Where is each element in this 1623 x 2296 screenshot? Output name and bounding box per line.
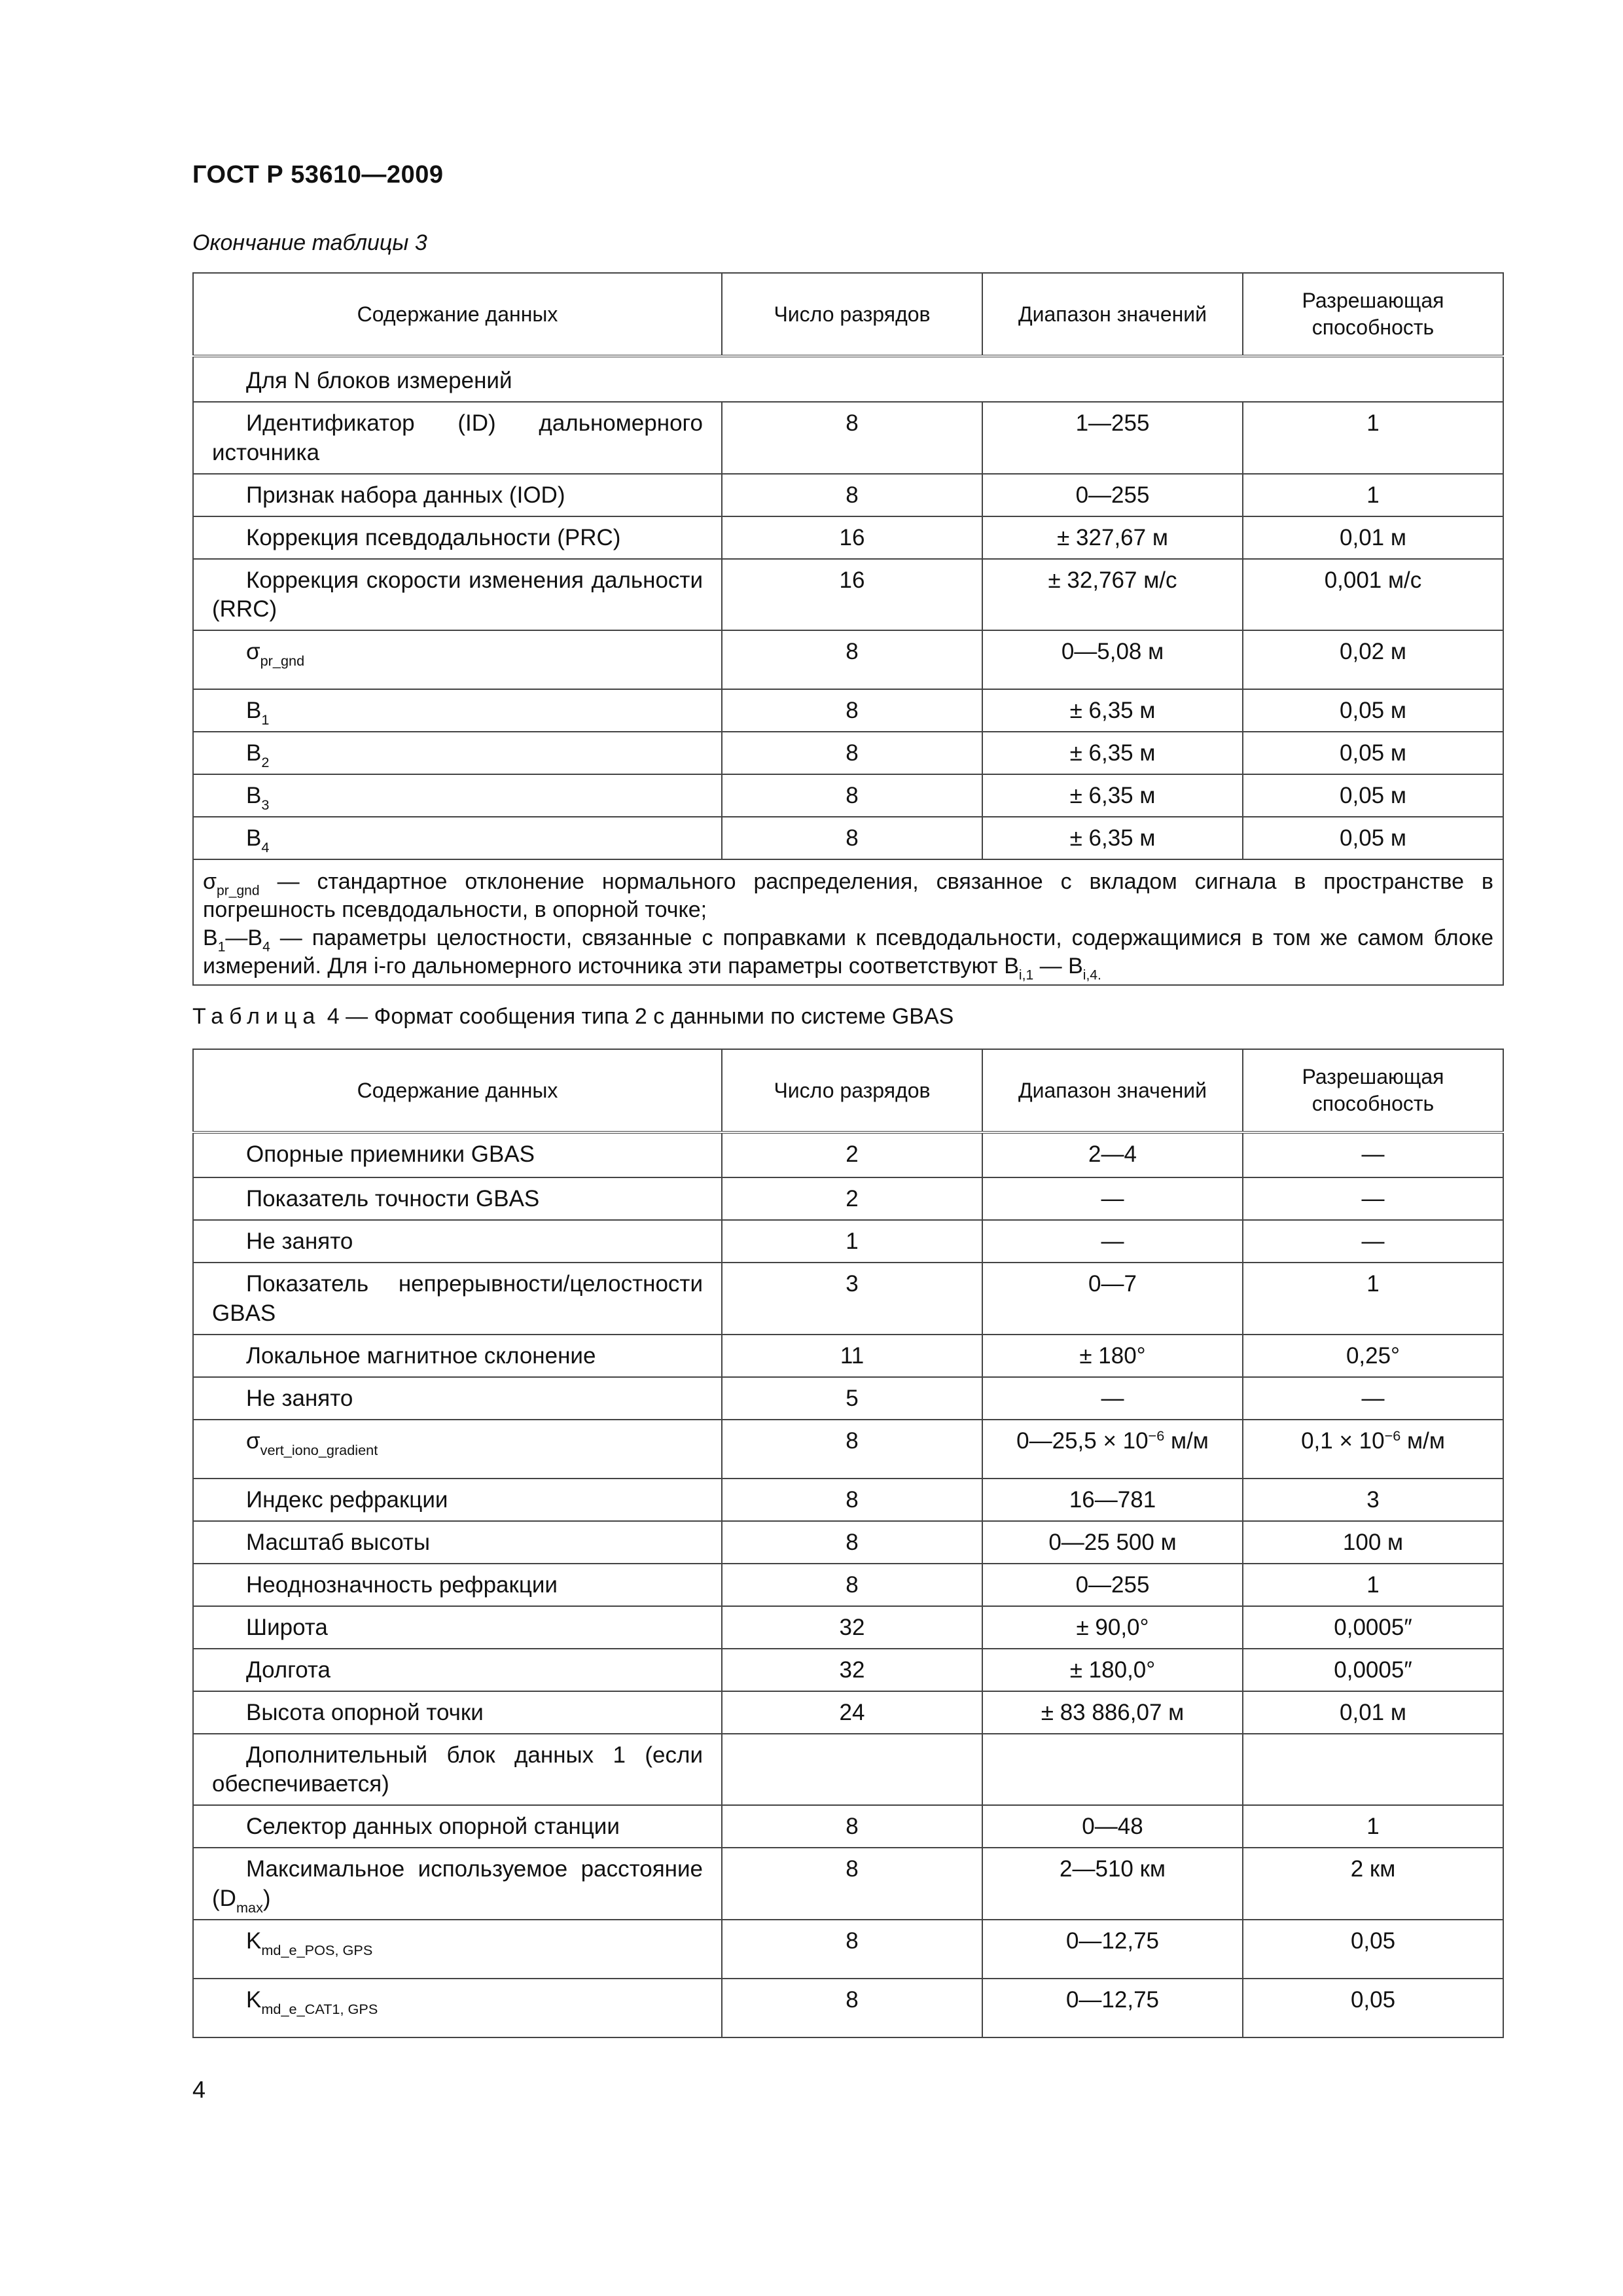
cell-resolution: 1 (1243, 1263, 1503, 1335)
cell-range: 0—48 (982, 1805, 1243, 1848)
range-mantissa: 0—25,5 × 10 (1016, 1427, 1149, 1454)
cell-range: 2—4 (982, 1132, 1243, 1177)
cell-range: ± 83 886,07 м (982, 1691, 1243, 1734)
cell-resolution: 0,05 м (1243, 817, 1503, 859)
cell-name (193, 1920, 722, 1979)
cell-resolution: 0,001 м/с (1243, 559, 1503, 631)
note-subscript: i,1 (1018, 967, 1034, 983)
group-row (193, 356, 1503, 402)
page-number: 4 (192, 2076, 206, 2103)
cell-bits: 16 (722, 516, 982, 559)
cell-bits: 3 (722, 1263, 982, 1335)
cell-bits: 8 (722, 817, 982, 859)
note-symbol: σ (203, 869, 217, 895)
symbol-subscript: md_e_CAT1, GPS (261, 2000, 378, 2017)
cell-name: Не занято (193, 1377, 722, 1420)
cell-range: 16—781 (982, 1479, 1243, 1521)
table-header-row (193, 273, 1503, 356)
cell-resolution: — (1243, 1220, 1503, 1263)
symbol: σ (246, 639, 260, 665)
cell-range: 0—12,75 (982, 1979, 1243, 2037)
cell-bits: 8 (722, 732, 982, 774)
table-row (193, 817, 1503, 859)
cell-resolution: 0,02 м (1243, 630, 1503, 689)
cell-range: 0—5,08 м (982, 630, 1243, 689)
cell-range: — (982, 1377, 1243, 1420)
cell-name: Неоднозначность рефракции (193, 1564, 722, 1606)
cell-name: Признак набора данных (IOD) (193, 474, 722, 516)
cell-resolution: 2 км (1243, 1848, 1503, 1920)
col-header-content: Содержание данных (193, 1049, 722, 1132)
table-row (193, 774, 1503, 817)
symbol: σ (246, 1427, 260, 1454)
cell-bits: 8 (722, 1848, 982, 1920)
cell-bits: 32 (722, 1649, 982, 1691)
table-note (193, 859, 1503, 984)
symbol-subscript: 4 (261, 838, 270, 855)
range-unit: м/м (1164, 1427, 1209, 1454)
table4-title-text: 4 — Формат сообщения типа 2 с данными по системе GBAS (321, 1004, 954, 1029)
cell-range: 0—12,75 (982, 1920, 1243, 1979)
table-row (193, 1848, 1503, 1920)
cell-resolution: 3 (1243, 1479, 1503, 1521)
cell-bits: 11 (722, 1335, 982, 1377)
note-text: — стандартное отклонение нормального распределения, связанное с вкладом сигнала в пространстве в погрешность псевдодальности, в опорной точке; (203, 869, 1493, 923)
cell-range: ± 32,767 м/с (982, 559, 1243, 631)
note-dash: —B (225, 925, 263, 950)
cell-bits: 32 (722, 1606, 982, 1649)
symbol-subscript: 1 (261, 711, 270, 728)
name-text: Максимальное используемое расстояние (D (212, 1856, 703, 1911)
cell-resolution: 1 (1243, 1564, 1503, 1606)
cell-name: Дополнительный блок данных 1 (если обеспечивается) (193, 1734, 722, 1806)
cell-name (193, 689, 722, 732)
col-header-bits: Число разрядов (722, 273, 982, 356)
symbol: K (246, 1928, 262, 1954)
table-row (193, 402, 1503, 474)
cell-bits: 2 (722, 1132, 982, 1177)
cell-name: Долгота (193, 1649, 722, 1691)
table-row (193, 1564, 1503, 1606)
cell-resolution: — (1243, 1377, 1503, 1420)
cell-range: ± 327,67 м (982, 516, 1243, 559)
table-row (193, 689, 1503, 732)
table-row (193, 1920, 1503, 1979)
range-exponent: −6 (1148, 1427, 1165, 1444)
cell-name: Масштаб высоты (193, 1521, 722, 1564)
table-row (193, 516, 1503, 559)
cell-resolution: 1 (1243, 474, 1503, 516)
cell-bits: 8 (722, 474, 982, 516)
cell-resolution: — (1243, 1132, 1503, 1177)
col-header-bits: Число разрядов (722, 1049, 982, 1132)
cell-bits: 8 (722, 1521, 982, 1564)
table-row (193, 1220, 1503, 1263)
cell-range: 0—25 500 м (982, 1521, 1243, 1564)
cell-resolution: — (1243, 1177, 1503, 1220)
cell-bits: 8 (722, 630, 982, 689)
note-text: — параметры целостности, связанные с поправками к псевдодальности, содержащимися в том же самом блоке измерений. Для i-го дальномерного источника эти параметры соответствуют B (203, 925, 1493, 978)
name-text-end: ) (262, 1885, 271, 1911)
cell-name (193, 817, 722, 859)
cell-range: 0—255 (982, 474, 1243, 516)
cell-range (982, 1420, 1243, 1479)
table-row (193, 559, 1503, 631)
cell-resolution: 0,0005″ (1243, 1606, 1503, 1649)
group-label: Для N блоков измерений (193, 356, 1503, 402)
table-row (193, 1479, 1503, 1521)
symbol-subscript: 2 (261, 753, 270, 770)
col-header-resolution: Разрешающая способность (1243, 273, 1503, 356)
cell-name (193, 732, 722, 774)
cell-name: Коррекция псевдодальности (PRC) (193, 516, 722, 559)
col-header-range: Диапазон значений (982, 273, 1243, 356)
cell-name: Идентификатор (ID) дальномерного источника (193, 402, 722, 474)
symbol-subscript: 3 (261, 796, 270, 813)
cell-name (193, 1848, 722, 1920)
cell-range: — (982, 1220, 1243, 1263)
cell-bits: 8 (722, 774, 982, 817)
symbol: B (246, 698, 262, 724)
cell-bits: 2 (722, 1177, 982, 1220)
cell-bits: 1 (722, 1220, 982, 1263)
cell-resolution: 0,0005″ (1243, 1649, 1503, 1691)
symbol: B (246, 783, 262, 809)
table-row (193, 474, 1503, 516)
cell-bits: 8 (722, 689, 982, 732)
symbol-subscript: md_e_POS, GPS (261, 1941, 373, 1958)
col-header-content: Содержание данных (193, 273, 722, 356)
note-subscript: pr_gnd (216, 883, 260, 899)
table-row (193, 1132, 1503, 1177)
cell-name: Индекс рефракции (193, 1479, 722, 1521)
table-row (193, 630, 1503, 689)
document-title: ГОСТ Р 53610—2009 (192, 161, 444, 188)
symbol-subscript: pr_gnd (260, 652, 305, 669)
cell-name: Широта (193, 1606, 722, 1649)
table-row (193, 1649, 1503, 1691)
cell-range: 0—7 (982, 1263, 1243, 1335)
cell-resolution: 1 (1243, 1805, 1503, 1848)
cell-bits: 8 (722, 1564, 982, 1606)
cell-bits: 8 (722, 1920, 982, 1979)
cell-name (193, 1979, 722, 2037)
note-dash: — B (1033, 953, 1083, 978)
cell-range (982, 1734, 1243, 1806)
cell-resolution: 0,05 (1243, 1920, 1503, 1979)
cell-name: Показатель непрерывности/целостности GBAS (193, 1263, 722, 1335)
table4-title-label: Таблица (192, 1004, 321, 1029)
cell-bits: 8 (722, 1420, 982, 1479)
cell-name: Не занято (193, 1220, 722, 1263)
cell-bits: 8 (722, 1979, 982, 2037)
resolution-unit: м/м (1400, 1427, 1445, 1454)
cell-range: ± 6,35 м (982, 817, 1243, 859)
table-note-row (193, 859, 1503, 984)
note-subscript: 4 (262, 939, 270, 955)
col-header-resolution: Разрешающая способность (1243, 1049, 1503, 1132)
cell-range: ± 6,35 м (982, 732, 1243, 774)
col-header-range: Диапазон значений (982, 1049, 1243, 1132)
table-row (193, 1335, 1503, 1377)
cell-resolution: 1 (1243, 402, 1503, 474)
cell-resolution (1243, 1734, 1503, 1806)
note-subscript: i,4. (1082, 967, 1101, 983)
cell-bits: 8 (722, 1479, 982, 1521)
cell-range: ± 90,0° (982, 1606, 1243, 1649)
cell-bits: 24 (722, 1691, 982, 1734)
cell-range: 2—510 км (982, 1848, 1243, 1920)
table4-title (192, 1004, 954, 1030)
symbol: B (246, 825, 262, 852)
cell-name: Селектор данных опорной станции (193, 1805, 722, 1848)
cell-range: ± 180° (982, 1335, 1243, 1377)
resolution-exponent: −6 (1384, 1427, 1401, 1444)
cell-resolution: 0,05 (1243, 1979, 1503, 2037)
cell-name (193, 1420, 722, 1479)
cell-range: 0—255 (982, 1564, 1243, 1606)
table-row (193, 1177, 1503, 1220)
cell-name (193, 774, 722, 817)
cell-bits: 8 (722, 1805, 982, 1848)
table4 (192, 1049, 1504, 2038)
table-row (193, 1606, 1503, 1649)
table-row (193, 1263, 1503, 1335)
cell-bits (722, 1734, 982, 1806)
resolution-mantissa: 0,1 × 10 (1301, 1427, 1385, 1454)
table-row (193, 1979, 1503, 2037)
table-row (193, 732, 1503, 774)
table3-caption: Окончание таблицы 3 (192, 230, 427, 255)
cell-range: 1—255 (982, 402, 1243, 474)
cell-resolution: 0,05 м (1243, 774, 1503, 817)
note-symbol: B (203, 925, 218, 950)
cell-resolution: 0,25° (1243, 1335, 1503, 1377)
symbol: K (246, 1986, 262, 2013)
cell-resolution: 100 м (1243, 1521, 1503, 1564)
table-row (193, 1420, 1503, 1479)
cell-name (193, 630, 722, 689)
cell-range: — (982, 1177, 1243, 1220)
cell-resolution: 0,05 м (1243, 732, 1503, 774)
cell-bits: 5 (722, 1377, 982, 1420)
cell-resolution: 0,05 м (1243, 689, 1503, 732)
cell-bits: 16 (722, 559, 982, 631)
name-subscript: max (236, 1899, 263, 1916)
table-row (193, 1377, 1503, 1420)
table-row (193, 1521, 1503, 1564)
cell-name: Локальное магнитное склонение (193, 1335, 722, 1377)
cell-resolution: 0,01 м (1243, 1691, 1503, 1734)
cell-bits: 8 (722, 402, 982, 474)
table-header-row (193, 1049, 1503, 1132)
cell-name: Показатель точности GBAS (193, 1177, 722, 1220)
table-row (193, 1734, 1503, 1806)
table-row (193, 1805, 1503, 1848)
table3 (192, 272, 1504, 986)
cell-name: Высота опорной точки (193, 1691, 722, 1734)
note-subscript: 1 (217, 939, 226, 955)
cell-name: Опорные приемники GBAS (193, 1132, 722, 1177)
cell-range: ± 6,35 м (982, 689, 1243, 732)
symbol: B (246, 740, 262, 766)
cell-resolution (1243, 1420, 1503, 1479)
cell-range: ± 6,35 м (982, 774, 1243, 817)
cell-resolution: 0,01 м (1243, 516, 1503, 559)
symbol-subscript: vert_iono_gradient (260, 1441, 378, 1458)
cell-name: Коррекция скорости изменения дальности (RRC) (193, 559, 722, 631)
cell-range: ± 180,0° (982, 1649, 1243, 1691)
table-row (193, 1691, 1503, 1734)
